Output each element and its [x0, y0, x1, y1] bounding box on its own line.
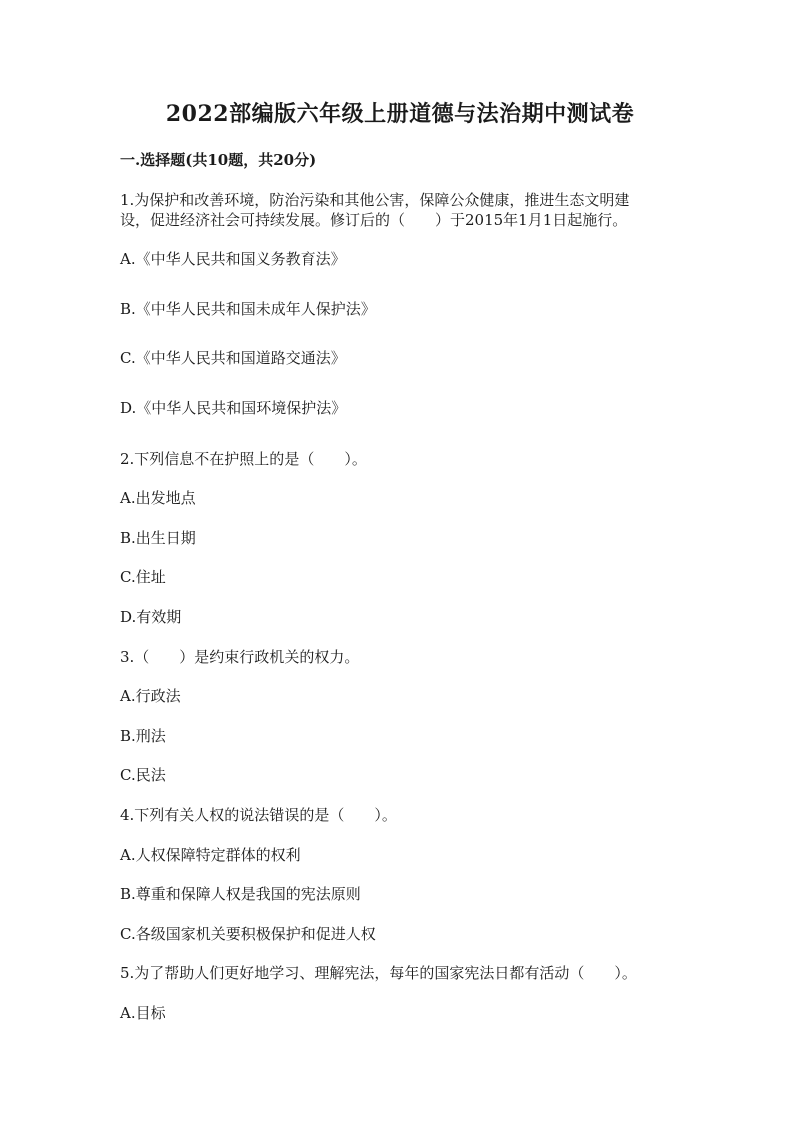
question-1-option-a: A.《中华人民共和国义务教育法》	[120, 250, 346, 268]
document-title: 2022部编版六年级上册道德与法治期中测试卷	[165, 101, 635, 127]
question-4-option-b: B.尊重和保障人权是我国的宪法原则	[120, 885, 361, 903]
question-4-option-a: A.人权保障特定群体的权利	[120, 846, 301, 864]
question-1-stem-line-1: 1.为保护和改善环境，防治污染和其他公害，保障公众健康，推进生态文明建	[120, 191, 630, 209]
question-2-option-d: D.有效期	[120, 608, 182, 626]
question-3-stem: 3.（ ）是约束行政机关的权力。	[120, 648, 360, 666]
question-3-option-c: C.民法	[120, 766, 166, 784]
question-4-option-c: C.各级国家机关要积极保护和促进人权	[120, 925, 376, 943]
question-2-stem: 2.下列信息不在护照上的是（ ）。	[120, 450, 367, 468]
question-3-option-b: B.刑法	[120, 727, 166, 745]
question-1-option-c: C.《中华人民共和国道路交通法》	[120, 349, 346, 367]
question-1-stem-line-2: 设，促进经济社会可持续发展。修订后的（ ）于2015年1月1日起施行。	[120, 211, 628, 229]
question-2-option-b: B.出生日期	[120, 529, 196, 547]
question-5-option-a: A.目标	[120, 1004, 166, 1022]
section-heading: 一.选择题(共10题，共20分)	[120, 151, 317, 169]
question-5-stem: 5.为了帮助人们更好地学习、理解宪法，每年的国家宪法日都有活动（ ）。	[120, 964, 637, 982]
question-3-option-a: A.行政法	[120, 687, 181, 705]
question-1-option-b: B.《中华人民共和国未成年人保护法》	[120, 300, 376, 318]
question-2-option-a: A.出发地点	[120, 489, 196, 507]
question-1-option-d: D.《中华人民共和国环境保护法》	[120, 399, 347, 417]
question-4-stem: 4.下列有关人权的说法错误的是（ ）。	[120, 806, 397, 824]
question-2-option-c: C.住址	[120, 568, 166, 586]
